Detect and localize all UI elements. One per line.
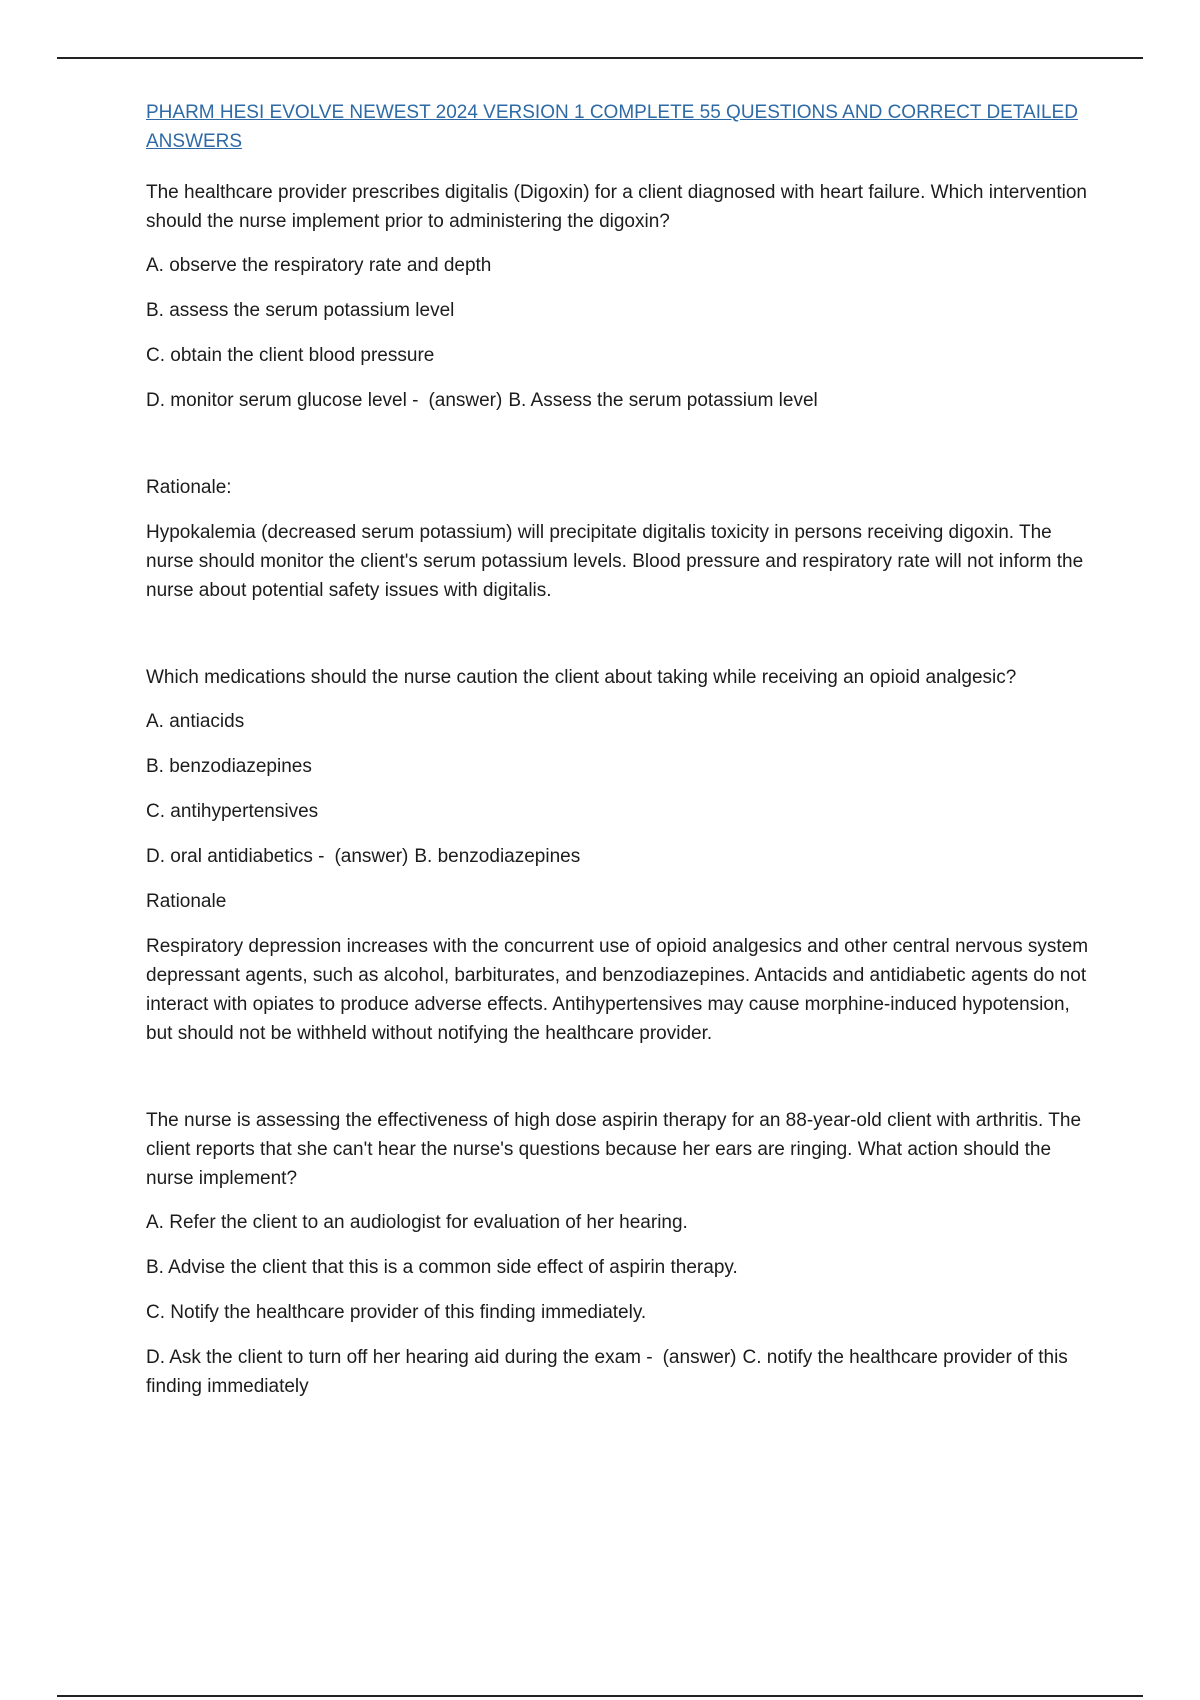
option-d: D. oral antidiabetics -	[146, 846, 325, 867]
document-body	[146, 98, 1092, 1401]
option-d-with-answer	[146, 1343, 1092, 1401]
option-d: D. Ask the client to turn off her hearing aid during the exam -	[146, 1347, 653, 1368]
rationale-text: Respiratory depression increases with the concurrent use of opioid analgesics and other central nervous system depressant agents, such as alcohol, barbiturates, and benzodiazepines. Antacids and antidiabetic agents do not interact with opiates to produce adverse effects. Antihypertensives may cause morphine-induced hypotension, but should not be withheld without notifying the healthcare provider.	[146, 936, 1089, 1044]
document-title-link[interactable]: PHARM HESI EVOLVE NEWEST 2024 VERSION 1 COMPLETE 55 QUESTIONS AND CORRECT DETAILED ANSWERS	[146, 102, 1078, 152]
option-a: A. antiacids	[146, 711, 245, 732]
answer-tag: (answer)	[428, 390, 503, 411]
option-b: B. assess the serum potassium level	[146, 300, 455, 321]
question-stem: The nurse is assessing the effectiveness of high dose aspirin therapy for an 88-year-old client with arthritis. The client reports that she can't hear the nurse's questions because her ears are ringing. What action should the nurse implement?	[146, 1110, 1082, 1189]
answer-text: C. notify the healthcare provider of this finding immediately	[146, 1347, 1068, 1397]
answer-text: B. benzodiazepines	[414, 846, 581, 867]
rationale-text: Hypokalemia (decreased serum potassium) will precipitate digitalis toxicity in persons receiving digoxin. The nurse should monitor the client's serum potassium levels. Blood pressure and respiratory rate will not inform the nurse about potential safety issues with digitalis.	[146, 522, 1084, 601]
option-d-with-answer	[146, 842, 1092, 871]
rationale-label: Rationale:	[146, 477, 232, 498]
option-a: A. Refer the client to an audiologist for evaluation of her hearing.	[146, 1212, 688, 1233]
answer-text: B. Assess the serum potassium level	[508, 390, 818, 411]
option-c: C. antihypertensives	[146, 801, 319, 822]
option-b: B. benzodiazepines	[146, 756, 312, 777]
question-stem: Which medications should the nurse caution the client about taking while receiving an opioid analgesic?	[146, 667, 1017, 688]
bottom-rule	[57, 1695, 1143, 1697]
question-block-1	[146, 178, 1092, 605]
option-b: B. Advise the client that this is a common side effect of aspirin therapy.	[146, 1257, 738, 1278]
option-c: C. Notify the healthcare provider of this finding immediately.	[146, 1302, 647, 1323]
top-rule	[57, 57, 1143, 59]
answer-tag: (answer)	[334, 846, 409, 867]
option-d: D. monitor serum glucose level -	[146, 390, 419, 411]
option-a: A. observe the respiratory rate and depth	[146, 255, 492, 276]
option-d-with-answer	[146, 386, 1092, 415]
question-block-2	[146, 663, 1092, 1048]
rationale-label: Rationale	[146, 891, 227, 912]
question-stem: The healthcare provider prescribes digitalis (Digoxin) for a client diagnosed with heart failure. Which intervention should the nurse implement prior to administering the digoxin?	[146, 182, 1087, 232]
answer-tag: (answer)	[662, 1347, 737, 1368]
question-block-3	[146, 1106, 1092, 1401]
option-c: C. obtain the client blood pressure	[146, 345, 435, 366]
